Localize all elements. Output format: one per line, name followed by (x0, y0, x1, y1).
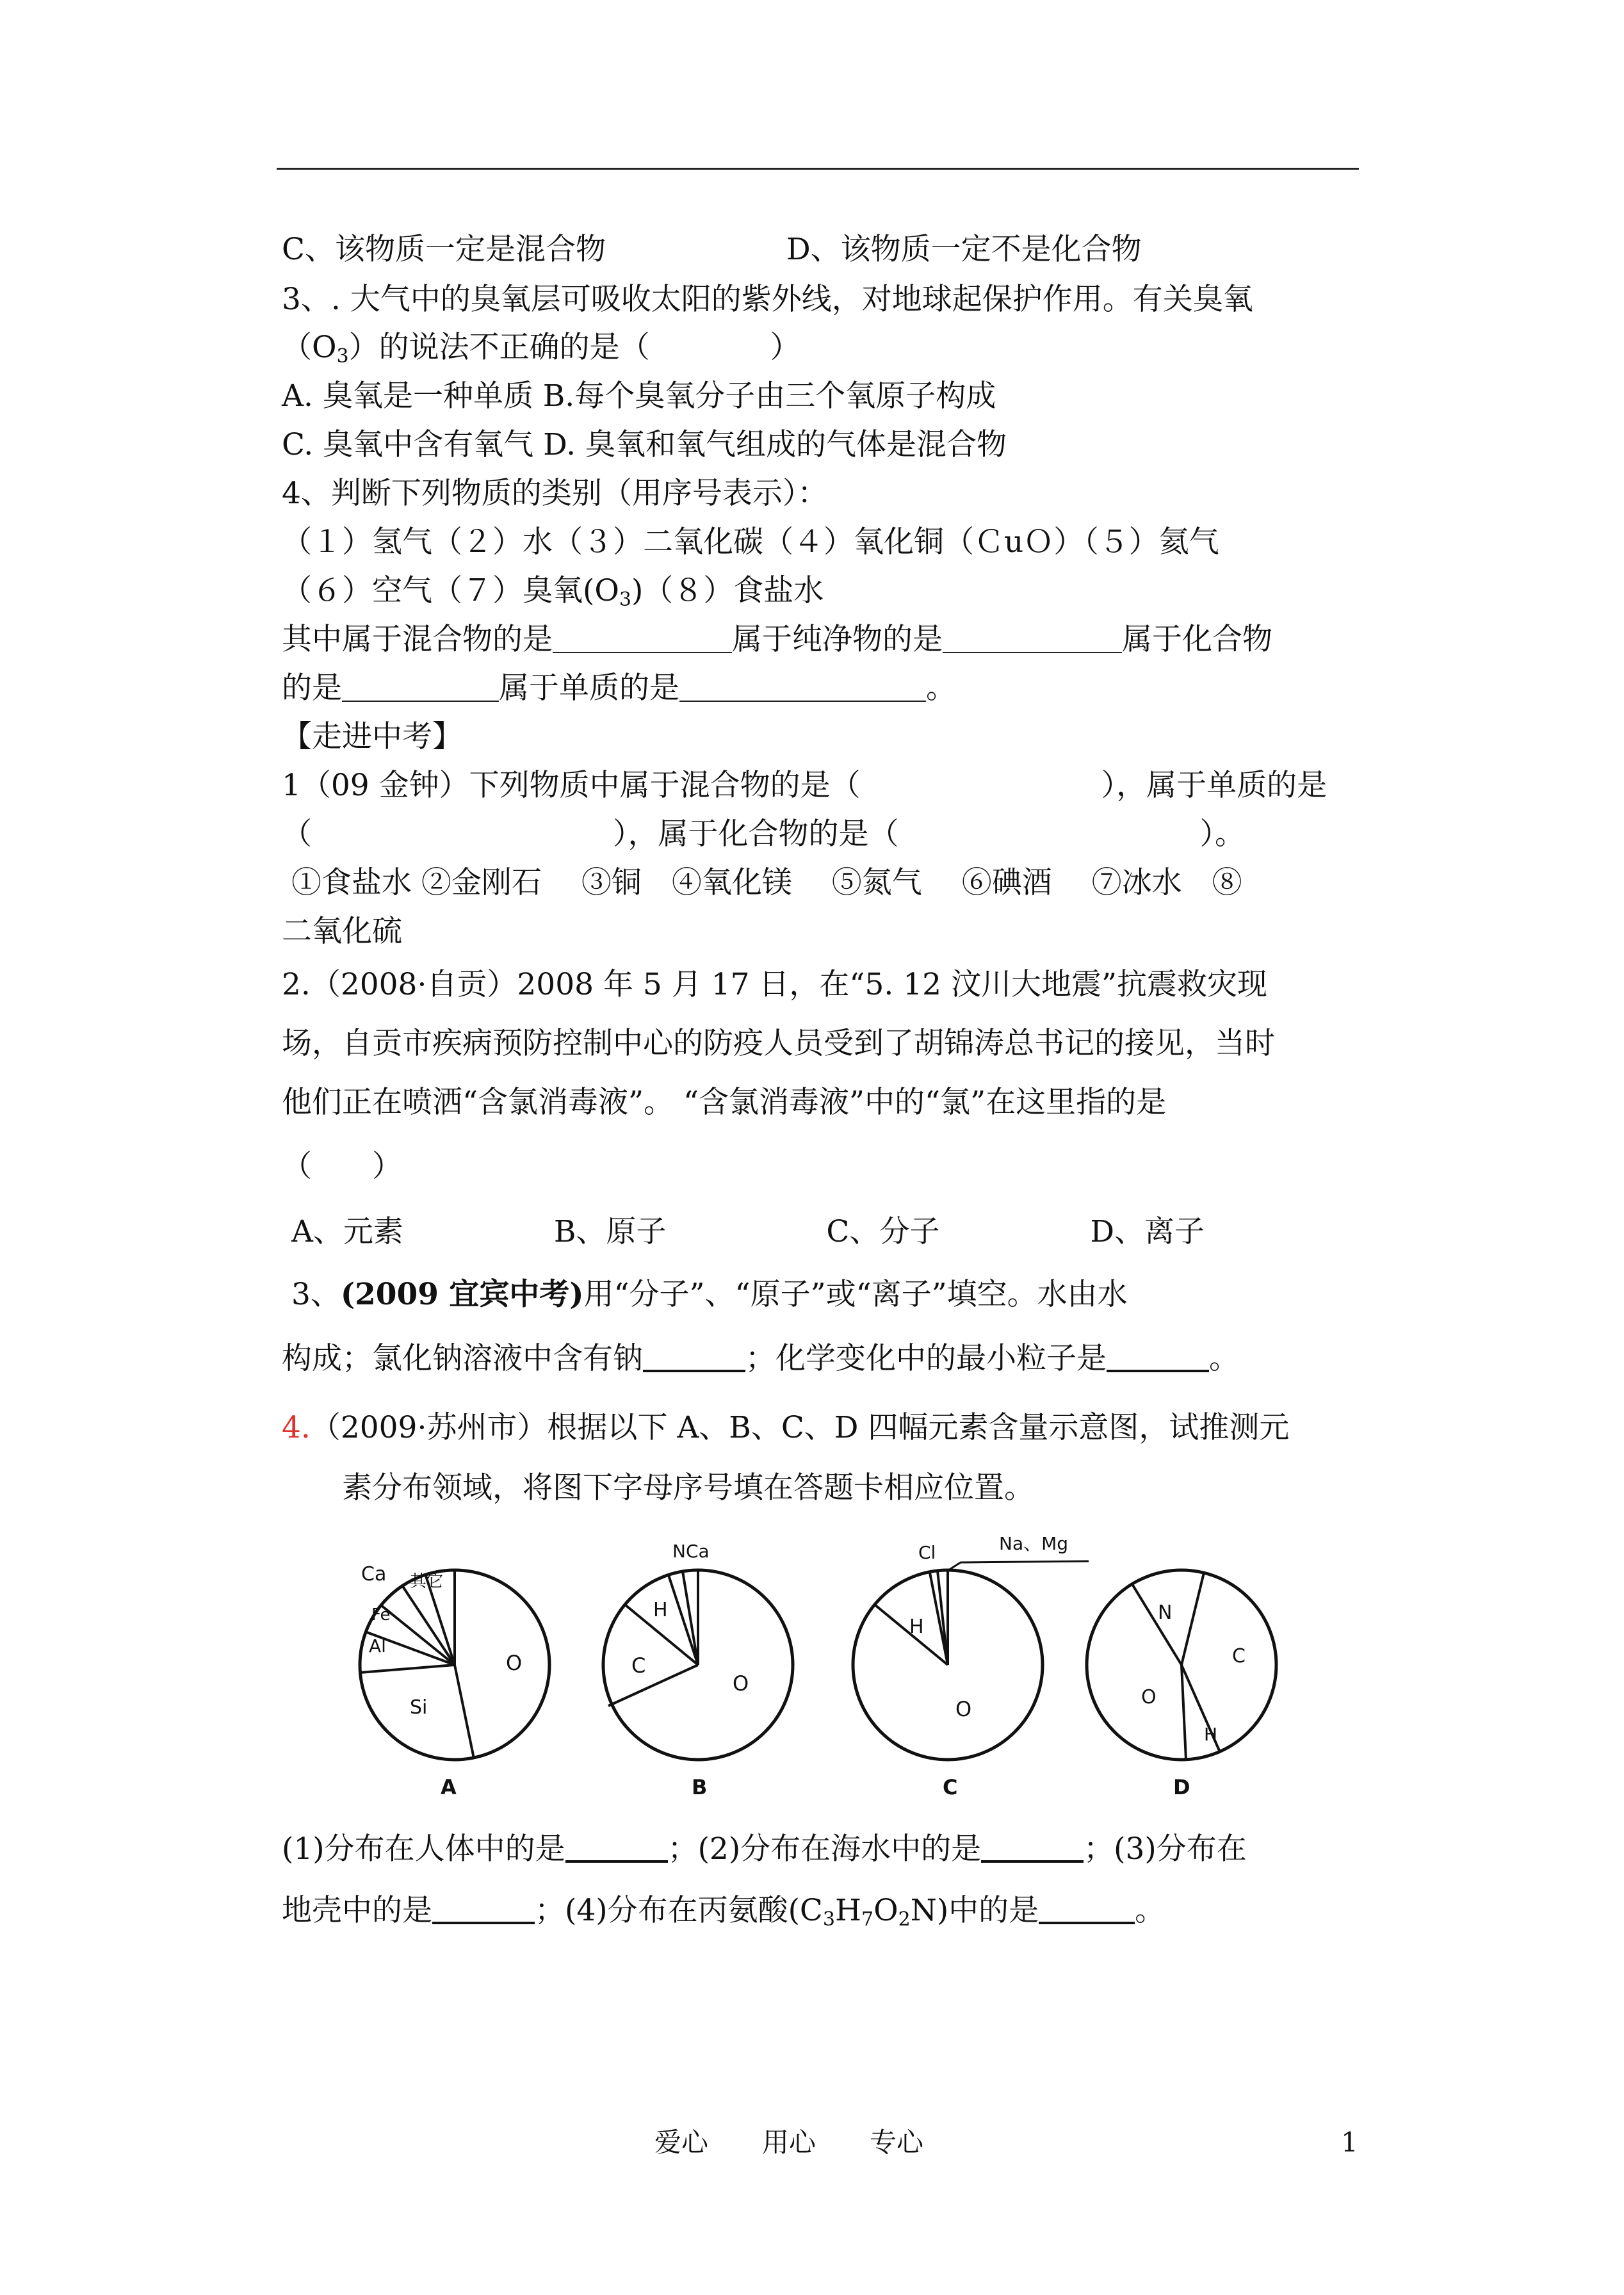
pie-d-label-n: N (1158, 1602, 1173, 1624)
q4-items-2: （６）空气（７）臭氧$(O_3)(8)$食盐水 (282, 573, 824, 611)
pie-c-label-h: H (909, 1616, 924, 1638)
q3-stem-cont: $(O_3)$的说法不正确的是（ ） (282, 330, 800, 368)
q4-items-1: （１）氢气（２）水（３）二氧化碳（４）氧化铜（ＣuＯ）（５）氦气 (282, 524, 1219, 560)
element-substance-blank[interactable] (679, 672, 926, 702)
pie-c-label-cl: Cl (918, 1542, 936, 1563)
pure-substance-blank[interactable] (943, 624, 1122, 653)
q2-options-cd: C、该物质一定是混合物 D、该物质一定不是化合物 (282, 232, 1142, 267)
exam-q2-options: A、元素 B、原子 C、分子 D、离子 (282, 1214, 1205, 1249)
pie-d (1087, 1570, 1276, 1799)
pie-c-label-na-mg: Na、Mg (999, 1533, 1069, 1554)
pie-a-caption: A (441, 1775, 457, 1799)
exam-q1-stem: 1（09 金钟）下列物质中属于混合物的是（ ），属于单质的是 (282, 768, 1328, 803)
seawater-blank[interactable] (981, 1832, 1084, 1863)
pie-d-label-c: C (1232, 1645, 1246, 1667)
pie-b-label-nca: NCa (672, 1541, 710, 1562)
section-heading: 【走进中考】 (282, 719, 462, 754)
compound-blank[interactable] (342, 672, 499, 702)
q4-stem: 4、判断下列物质的类别（用序号表示）： (282, 476, 828, 511)
q3-stem: 3、. 大气中的臭氧层可吸收太阳的紫外线，对地球起保护作用。有关臭氧 (282, 282, 1253, 317)
pie-d-label-h: H (1204, 1724, 1218, 1745)
exam-q1-stem-cont: （ ），属于化合物的是（ ）。 (282, 816, 1245, 852)
pie-d-caption: D (1173, 1775, 1190, 1799)
pie-b-caption: B (692, 1775, 708, 1799)
pie-a-label-si: Si (410, 1696, 428, 1719)
alanine-blank[interactable] (1039, 1894, 1135, 1924)
exam-q3-stem-cont: 构成；氯化钠溶液中含有钠 ；化学变化中的最小粒子是 。 (282, 1341, 1239, 1376)
pie-c (853, 1533, 1089, 1799)
sodium-blank[interactable] (643, 1342, 745, 1372)
pie-a-label-o: O (506, 1651, 523, 1675)
pie-a-label-ca: Ca (361, 1563, 387, 1585)
exam-q4-answer-2: 地壳中的是 ；(4)分布在丙氨酸$(C_3H_7O_2N)$中的是 。 (282, 1893, 1165, 1931)
pie-c-caption: C (943, 1775, 958, 1799)
element-pie-diagrams (346, 1524, 1281, 1806)
exam-q2-stem-1: 2.（2008·自贡）2008 年 5 月 17 日，在“5. 12 汶川大地震”抗震救灾现 (282, 967, 1267, 1002)
smallest-particle-blank[interactable] (1107, 1342, 1209, 1372)
pie-a-label-other: 其它 (410, 1572, 444, 1591)
pie-b-label-o: O (733, 1671, 749, 1696)
exam-q1-items: ①食盐水 ②金刚石 ③铜 ④氧化镁 ⑤氮气 ⑥碘酒 ⑦冰水 ⑧ (282, 865, 1242, 900)
exam-q4-answer-1: (1)分布在人体中的是 ；(2)分布在海水中的是 ；(3)分布在 (282, 1831, 1247, 1867)
mixture-blank[interactable] (553, 624, 732, 653)
pie-a-label-fe: Fe (371, 1605, 391, 1625)
exam-q3-stem: 3、(2009 宜宾中考)用“分子”、“原子”或“离子”填空。水由水 (282, 1277, 1128, 1312)
exam-q2-stem-3: 他们正在喷洒“含氯消毒液”。 “含氯消毒液”中的“氯”在这里指的是 (282, 1085, 1167, 1120)
earth-crust-blank[interactable] (432, 1894, 535, 1924)
q4-answer-line-2: 的是 属于单质的是 。 (282, 670, 956, 706)
q3-options-cd: C. 臭氧中含有氧气 D. 臭氧和氧气组成的气体是混合物 (282, 427, 1007, 462)
exam-q4-stem: 4.（2009·苏州市）根据以下 A、B、C、D 四幅元素含量示意图，试推测元 (282, 1410, 1290, 1445)
header-rule (277, 168, 1359, 170)
pie-b-label-c: C (631, 1653, 646, 1678)
exam-q4-stem-cont: 素分布领域，将图下字母序号填在答题卡相应位置。 (282, 1470, 1034, 1505)
pie-b-label-h: H (653, 1599, 668, 1621)
human-body-blank[interactable] (565, 1832, 668, 1863)
exam-q2-stem-2: 场，自贡市疾病预防控制中心的防疫人员受到了胡锦涛总书记的接见，当时 (282, 1026, 1275, 1061)
pie-a (360, 1563, 549, 1799)
exam-q2-paren: （ ） (282, 1149, 402, 1184)
page-number: 1 (1341, 2127, 1358, 2158)
pie-a-label-al: Al (369, 1635, 386, 1657)
q3-options-ab: A. 臭氧是一种单质 B.每个臭氧分子由三个氧原子构成 (282, 378, 996, 414)
exam-q1-items-cont: 二氧化硫 (282, 914, 402, 949)
pie-c-label-o: O (955, 1697, 972, 1721)
q4-answer-line-1: 其中属于混合物的是 属于纯净物的是 属于化合物 (282, 622, 1272, 657)
footer-motto: 爱心 用心 专心 (654, 2127, 924, 2158)
pie-b (603, 1541, 793, 1799)
pie-d-label-o: O (1141, 1686, 1157, 1708)
